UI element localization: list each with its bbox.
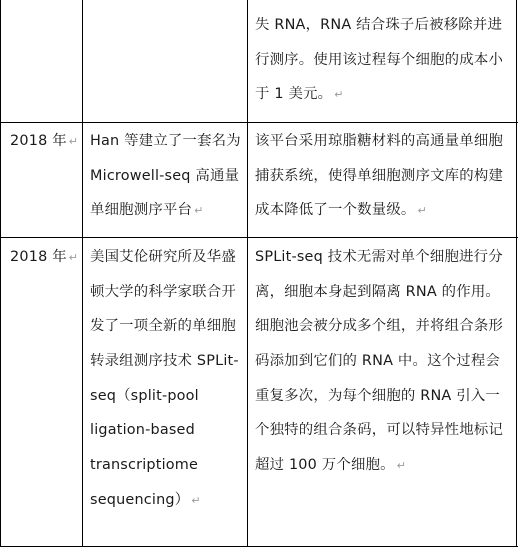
paragraph-mark-icon: ↵	[68, 135, 79, 148]
text-line: 行测序。使用该过程每个细胞的成本小	[255, 51, 504, 68]
row-1-detail	[255, 124, 503, 228]
text-line: 于 1 美元。	[255, 86, 333, 103]
text-line: seq（split-pool	[90, 387, 199, 404]
row-1-event	[90, 124, 241, 228]
row-2-detail	[255, 240, 503, 483]
row-divider-1	[0, 122, 518, 123]
row-1-year	[10, 124, 78, 159]
text-line: 个独特的组合条码，可以特异性地标记	[255, 422, 504, 439]
text-line: Han 等建立了一套名为	[90, 133, 241, 149]
text-line: 细胞池会被分成多个组，并将组合条形	[255, 318, 504, 335]
text-line: sequencing）	[90, 491, 190, 508]
text-line: 成本降低了一个数量级。	[255, 202, 416, 219]
column-divider-2	[247, 0, 248, 547]
row-divider-2	[0, 237, 518, 238]
text-line: 捕获系统，使得单细胞测序文库的构建	[255, 167, 504, 184]
paragraph-mark-icon: ↵	[194, 204, 204, 218]
text-line: transcriptiome	[90, 457, 199, 474]
table-border-left	[0, 0, 1, 547]
column-divider-1	[82, 0, 83, 547]
row-0-detail	[255, 8, 503, 112]
text-line: Microwell-seq 高通量	[90, 167, 240, 184]
paragraph-mark-icon: ↵	[396, 459, 407, 473]
year-label: 2018 年	[10, 133, 67, 149]
text-line: 离，细胞本身起到隔离 RNA 的作用。	[255, 283, 501, 300]
paragraph-mark-icon: ↵	[191, 493, 201, 507]
text-line: SPLit-seq 技术无需对单个细胞进行分	[255, 249, 503, 265]
text-line: 重复多次，为每个细胞的 RNA 引入一	[255, 387, 501, 404]
year-label: 2018 年	[10, 249, 67, 265]
text-line: 超过 100 万个细胞。	[255, 457, 395, 474]
paragraph-mark-icon: ↵	[68, 251, 79, 264]
text-line: 码添加到它们的 RNA 中。这个过程会	[255, 353, 501, 370]
table-border-right	[516, 0, 517, 547]
text-line: 转录组测序技术 SPLit-	[90, 353, 239, 370]
text-line: 发了一项全新的单细胞	[90, 318, 236, 335]
text-line: ligation-based	[90, 422, 195, 439]
text-line: 单细胞测序平台	[90, 202, 193, 219]
paragraph-mark-icon: ↵	[334, 88, 344, 102]
text-line: 该平台采用琼脂糖材料的高通量单细胞	[255, 133, 504, 149]
text-line: 失 RNA，RNA 结合珠子后被移除并进	[255, 17, 503, 33]
row-2-year	[10, 240, 78, 275]
text-line: 顿大学的科学家联合开	[90, 283, 236, 300]
row-2-event	[90, 240, 239, 518]
table-border-bottom	[0, 546, 518, 547]
paragraph-mark-icon: ↵	[417, 204, 427, 218]
text-line: 美国艾伦研究所及华盛	[90, 249, 236, 265]
